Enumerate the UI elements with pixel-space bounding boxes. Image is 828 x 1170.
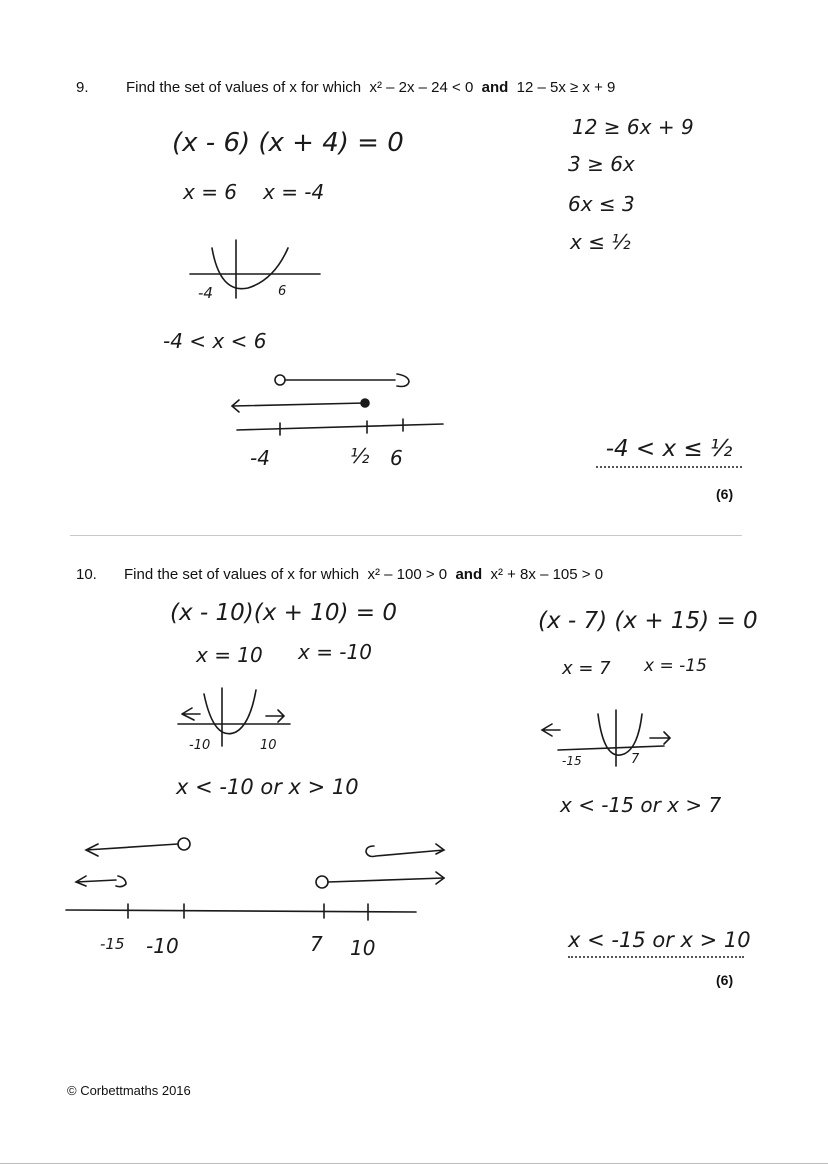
- q9-factorised: (x - 6) (x + 4) = 0: [172, 128, 404, 158]
- q10-number: 10.: [76, 566, 97, 583]
- q10-left-factorised: (x - 10)(x + 10) = 0: [170, 600, 397, 626]
- q10-left-root-1: x = 10: [196, 643, 263, 667]
- q9-numberline-label-1: -4: [250, 446, 270, 470]
- q9-and: and: [481, 79, 509, 96]
- q10-answer: x < -15 or x > 10: [568, 928, 744, 958]
- q9-number-line: [225, 368, 455, 438]
- q9-quadratic-solution: -4 < x < 6: [163, 329, 267, 353]
- q9-numberline-label-3: 6: [390, 446, 403, 470]
- q9-linear-step-3: 6x ≤ 3: [568, 192, 635, 216]
- question-divider: [70, 535, 742, 536]
- q10-left-graph-label-2: 10: [260, 738, 277, 753]
- q9-inequality-2: 12 – 5x ≥ x + 9: [516, 79, 616, 96]
- q9-root-1: x = 6: [183, 180, 238, 204]
- q10-right-parabola-sketch: [538, 708, 688, 768]
- q9-linear-step-1: 12 ≥ 6x + 9: [572, 115, 694, 139]
- q10-left-graph-label-1: -10: [189, 738, 211, 753]
- page-bottom-edge: [0, 1163, 828, 1164]
- q10-marks: (6): [716, 972, 734, 988]
- q9-question: [126, 79, 615, 96]
- q10-numberline-label-3: 7: [310, 932, 323, 956]
- q9-answer: -4 < x ≤ ½: [596, 436, 742, 468]
- q9-linear-step-4: x ≤ ½: [570, 230, 631, 254]
- q10-right-root-1: x = 7: [562, 658, 611, 679]
- q9-root-2: x = -4: [263, 180, 325, 204]
- q10-question: [124, 566, 603, 583]
- q10-prefix: Find the set of values of x for which: [124, 566, 360, 583]
- q10-inequality-1: x² – 100 > 0: [367, 566, 448, 583]
- q10-right-factorised: (x - 7) (x + 15) = 0: [538, 608, 758, 634]
- q10-numberline-label-1: -15: [100, 935, 125, 953]
- q9-number: 9.: [76, 79, 89, 96]
- q9-marks: (6): [716, 486, 734, 502]
- q9-prefix: Find the set of values of x for which: [126, 79, 362, 96]
- q9-linear-step-2: 3 ≥ 6x: [568, 152, 635, 176]
- q10-left-root-2: x = -10: [298, 640, 372, 664]
- q10-right-solution: x < -15 or x > 7: [560, 793, 722, 817]
- q10-and: and: [455, 566, 483, 583]
- q9-graph-label-2: 6: [278, 284, 287, 299]
- q10-right-root-2: x = -15: [644, 656, 707, 676]
- q10-number-line: [60, 832, 430, 932]
- footer-copyright: © Corbettmaths 2016: [67, 1083, 191, 1098]
- q10-right-graph-label-1: -15: [562, 754, 582, 768]
- q10-inequality-2: x² + 8x – 105 > 0: [490, 566, 604, 583]
- q9-inequality-1: x² – 2x – 24 < 0: [369, 79, 474, 96]
- q10-left-solution: x < -10 or x > 10: [176, 775, 359, 799]
- q9-graph-label-1: -4: [198, 284, 213, 302]
- q10-numberline-label-2: -10: [146, 934, 179, 958]
- q10-right-graph-label-2: 7: [631, 752, 640, 767]
- q10-numberline-label-4: 10: [350, 936, 376, 960]
- q9-numberline-label-2: ½: [350, 444, 370, 468]
